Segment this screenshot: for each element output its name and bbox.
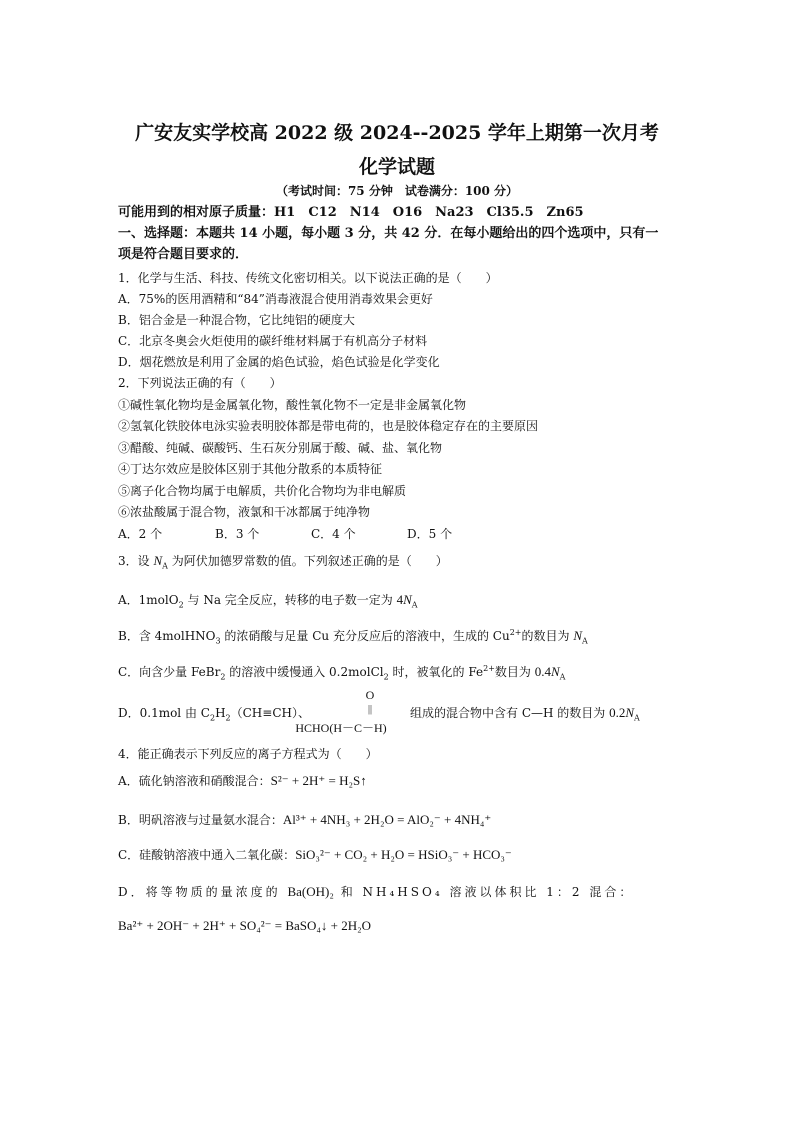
q2-option-a: A．2 个 — [118, 527, 163, 541]
section-heading-cont: 项是符合题目要求的． — [118, 247, 249, 262]
q4-option-d: D．将等物质的量浓度的 Ba(OH)₂ 和 NH₄HSO₄ 溶液以体积比 1：2 混合： — [118, 884, 635, 899]
q3-option-d: D．0.1mol 由 $C_2H_2(CH\equiv CH)$、 — [118, 706, 310, 723]
barium-hydroxide: Ba(OH)₂ — [287, 884, 334, 899]
q4-option-c-equation: SiO₃²⁻ + CO₂ + H₂O = HSiO₃⁻ + HCO₃⁻ — [295, 847, 512, 862]
q2-statement-1: ①碱性氧化物均是金属氧化物，酸性氧化物不一定是非金属氧化物 — [118, 398, 467, 412]
q3-stem: 3．设 $N_A$ 为阿伏加德罗常数的值。下列叙述正确的是（ ） — [118, 553, 448, 571]
exam-info: （考试时间：75 分钟 试卷满分：100 分） — [275, 184, 519, 198]
q4-option-d-equation: Ba²⁺ + 2OH⁻ + 2H⁺ + SO₄²⁻ = BaSO₄↓ + 2H₂O — [118, 918, 372, 933]
formaldehyde-double-bond: || — [367, 704, 372, 715]
q2-option-d: D．5 个 — [407, 527, 453, 541]
q4-option-b-equation: Al³⁺ + 4NH₃ + 2H₂O = AlO₂⁻ + 4NH₄⁺ — [282, 812, 492, 827]
q1-option-a: A．75%的医用酒精和“84”消毒液混合使用消毒效果会更好 — [118, 292, 433, 306]
q1-option-d: D．烟花燃放是利用了金属的焰色试验，焰色试验是化学变化 — [118, 355, 440, 369]
q3-option-c: C．向含少量 FeBr$_2$ 的溶液中缓慢通入 0.2molCl$_2$ 时，被氧化的 $Fe^{2+}$数目为 $0.4N_A$ — [118, 664, 566, 682]
q1-stem: 1．化学与生活、科技、传统文化密切相关。以下说法正确的是（ ） — [118, 271, 498, 285]
q1-option-b: B．铝合金是一种混合物，它比纯铝的硬度大 — [118, 313, 355, 327]
q2-statement-2: ②氢氧化铁胶体电泳实验表明胶体都是带电荷的，也是胶体稳定存在的主要原因 — [118, 419, 539, 433]
formaldehyde-oxygen: O — [365, 688, 375, 702]
section-heading: 一、选择题：本题共 14 小题，每小题 3 分，共 42 分．在每小题给出的四个选项中，只有一 — [118, 226, 659, 241]
q4-option-c: C．硅酸钠溶液中通入二氧化碳：SiO₃²⁻ + CO₂ + H₂O = HSiO₃⁻ + HCO₃⁻ — [118, 847, 512, 862]
q4-option-a-equation: S²⁻ + 2H⁺ = H₂S↑ — [270, 773, 367, 788]
q3-option-b: B．含 4molHNO$_3$ 的浓硝酸与足量 Cu 充分反应后的溶液中，生成的 $Cu^{2+}$的数目为 $N_A$ — [118, 628, 588, 646]
q2-statement-5: ⑤离子化合物均属于电解质，共价化合物均为非电解质 — [118, 484, 407, 498]
q2-statement-6: ⑥浓盐酸属于混合物，液氯和干冰都属于纯净物 — [118, 505, 371, 519]
q4-stem: 4．能正确表示下列反应的离子方程式为（ ） — [118, 747, 378, 761]
q2-stem: 2．下列说法正确的有（ ） — [118, 376, 282, 390]
q2-statement-4: ④丁达尔效应是胶体区别于其他分散系的本质特征 — [118, 462, 383, 476]
q3-option-a: A．1molO$_2$ 与 Na 完全反应，转移的电子数一定为 $4N_A$ — [118, 592, 418, 610]
q2-option-b: B．3 个 — [215, 527, 260, 541]
formaldehyde-formula: HCHO(H－C－H) — [295, 721, 387, 735]
q1-option-c: C．北京冬奥会火炬使用的碳纤维材料属于有机高分子材料 — [118, 334, 428, 348]
q3-option-d-cont: 组成的混合物中含有 C—H 的数目为 $0.2N_A$ — [410, 705, 640, 723]
q4-option-a: A．硫化钠溶液和硝酸混合：S²⁻ + 2H⁺ = H₂S↑ — [118, 773, 367, 788]
q2-statement-3: ③醋酸、纯碱、碳酸钙、生石灰分别属于酸、碱、盐、氧化物 — [118, 441, 443, 455]
q4-option-b: B．明矾溶液与过量氨水混合：Al³⁺ + 4NH₃ + 2H₂O = AlO₂⁻ + 4NH₄⁺ — [118, 812, 492, 827]
q2-option-c: C．4 个 — [311, 527, 356, 541]
subject-title: 化学试题 — [358, 156, 435, 178]
exam-title: 广安友实学校高 2022 级 2024--2025 学年上期第一次月考 — [135, 122, 659, 144]
atomic-mass-line: 可能用到的相对原子质量：H1 C12 N14 O16 Na23 Cl35.5 Zn65 — [118, 205, 584, 220]
